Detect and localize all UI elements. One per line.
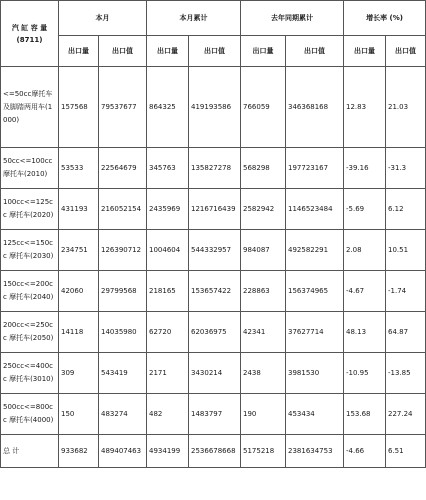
- table-row: [1, 189, 426, 230]
- table-cell: 453434: [286, 394, 344, 435]
- table-cell: 14035980: [99, 312, 147, 353]
- group-header-growth-rate: 增长率 (%): [344, 1, 426, 36]
- table-cell: 345763: [147, 148, 189, 189]
- table-row: [1, 312, 426, 353]
- row-category: <=50cc摩托车及脚踏两用车(1000): [1, 67, 59, 148]
- group-header-month-cumulative: 本月累计: [147, 1, 241, 36]
- corner-header: [1, 1, 59, 67]
- table-cell: -13.85: [386, 353, 426, 394]
- table-cell: 568298: [241, 148, 286, 189]
- table-cell: -39.16: [344, 148, 386, 189]
- table-cell: 2.08: [344, 230, 386, 271]
- group-header-this-month: 本月: [59, 1, 147, 36]
- table-cell: -1.74: [386, 271, 426, 312]
- table-cell: 3981530: [286, 353, 344, 394]
- table-cell: 5175218: [241, 435, 286, 468]
- subheader-cell: 出口值: [286, 36, 344, 67]
- table-cell: 483274: [99, 394, 147, 435]
- subheader-cell: 出口值: [189, 36, 241, 67]
- table-cell: 6.12: [386, 189, 426, 230]
- row-category: 500cc<=800cc 摩托车(4000): [1, 394, 59, 435]
- table-cell: 62036975: [189, 312, 241, 353]
- table-cell: 1483797: [189, 394, 241, 435]
- table-cell: 126390712: [99, 230, 147, 271]
- corner-code: (8711): [16, 35, 43, 44]
- table-cell: 933682: [59, 435, 99, 468]
- table-cell: 153.68: [344, 394, 386, 435]
- header-row-subcolumns: [1, 36, 426, 67]
- table-cell: 2171: [147, 353, 189, 394]
- table-cell: 309: [59, 353, 99, 394]
- table-cell: 1146523484: [286, 189, 344, 230]
- table-cell: 3430214: [189, 353, 241, 394]
- table-row: [1, 271, 426, 312]
- subheader-cell: 出口量: [344, 36, 386, 67]
- table-row: [1, 394, 426, 435]
- table-cell: 431193: [59, 189, 99, 230]
- table-cell: 419193586: [189, 67, 241, 148]
- table-cell: -4.67: [344, 271, 386, 312]
- table-cell: 42341: [241, 312, 286, 353]
- row-category: 总 计: [1, 435, 59, 468]
- table-cell: 2435969: [147, 189, 189, 230]
- table-cell: 228863: [241, 271, 286, 312]
- subheader-cell: 出口量: [59, 36, 99, 67]
- subheader-cell: 出口值: [99, 36, 147, 67]
- table-cell: 37627714: [286, 312, 344, 353]
- table-cell: -5.69: [344, 189, 386, 230]
- table-cell: -4.66: [344, 435, 386, 468]
- table-cell: 135827278: [189, 148, 241, 189]
- header-row-groups: [1, 1, 426, 36]
- table-row: [1, 67, 426, 148]
- table-cell: 864325: [147, 67, 189, 148]
- table-cell: 53533: [59, 148, 99, 189]
- table-cell: 482: [147, 394, 189, 435]
- table-row: [1, 230, 426, 271]
- table-row: [1, 353, 426, 394]
- row-category: 50cc<=100cc 摩托车(2010): [1, 148, 59, 189]
- table-cell: 150: [59, 394, 99, 435]
- table-cell: 492582291: [286, 230, 344, 271]
- row-category: 100cc<=125cc 摩托车(2020): [1, 189, 59, 230]
- table-cell: 62720: [147, 312, 189, 353]
- subheader-cell: 出口值: [386, 36, 426, 67]
- table-cell: 216052154: [99, 189, 147, 230]
- table-cell: 218165: [147, 271, 189, 312]
- table-cell: 766059: [241, 67, 286, 148]
- table-cell: 1004604: [147, 230, 189, 271]
- row-category: 250cc<=400cc 摩托车(3010): [1, 353, 59, 394]
- table-cell: 153657422: [189, 271, 241, 312]
- table-cell: 48.13: [344, 312, 386, 353]
- table-cell: -31.3: [386, 148, 426, 189]
- table-cell: 79537677: [99, 67, 147, 148]
- table-cell: 14118: [59, 312, 99, 353]
- table-cell: 544332957: [189, 230, 241, 271]
- table-cell: 64.87: [386, 312, 426, 353]
- table-cell: 346368168: [286, 67, 344, 148]
- table-cell: -10.95: [344, 353, 386, 394]
- table-cell: 29799568: [99, 271, 147, 312]
- table-cell: 543419: [99, 353, 147, 394]
- table-cell: 21.03: [386, 67, 426, 148]
- table-row: [1, 148, 426, 189]
- row-category: 200cc<=250cc 摩托车(2050): [1, 312, 59, 353]
- table-cell: 2582942: [241, 189, 286, 230]
- table-cell: 227.24: [386, 394, 426, 435]
- row-category: 125cc<=150cc 摩托车(2030): [1, 230, 59, 271]
- table-cell: 4934199: [147, 435, 189, 468]
- table-cell: 10.51: [386, 230, 426, 271]
- row-category: 150cc<=200cc 摩托车(2040): [1, 271, 59, 312]
- table-cell: 12.83: [344, 67, 386, 148]
- table-cell: 2438: [241, 353, 286, 394]
- table-cell: 42060: [59, 271, 99, 312]
- subheader-cell: 出口量: [147, 36, 189, 67]
- table-cell: 984087: [241, 230, 286, 271]
- table-cell: 190: [241, 394, 286, 435]
- table-cell: 22564679: [99, 148, 147, 189]
- table-cell: 2536678668: [189, 435, 241, 468]
- table-cell: 234751: [59, 230, 99, 271]
- group-header-last-year-cumulative: 去年同期累计: [241, 1, 344, 36]
- table-cell: 489407463: [99, 435, 147, 468]
- table-cell: 1216716439: [189, 189, 241, 230]
- table-cell: 6.51: [386, 435, 426, 468]
- table-cell: 197723167: [286, 148, 344, 189]
- table-cell: 156374965: [286, 271, 344, 312]
- table-cell: 157568: [59, 67, 99, 148]
- table-cell: 2381634753: [286, 435, 344, 468]
- corner-title: 汽 缸 容 量: [11, 23, 48, 32]
- subheader-cell: 出口量: [241, 36, 286, 67]
- total-row: [1, 435, 426, 468]
